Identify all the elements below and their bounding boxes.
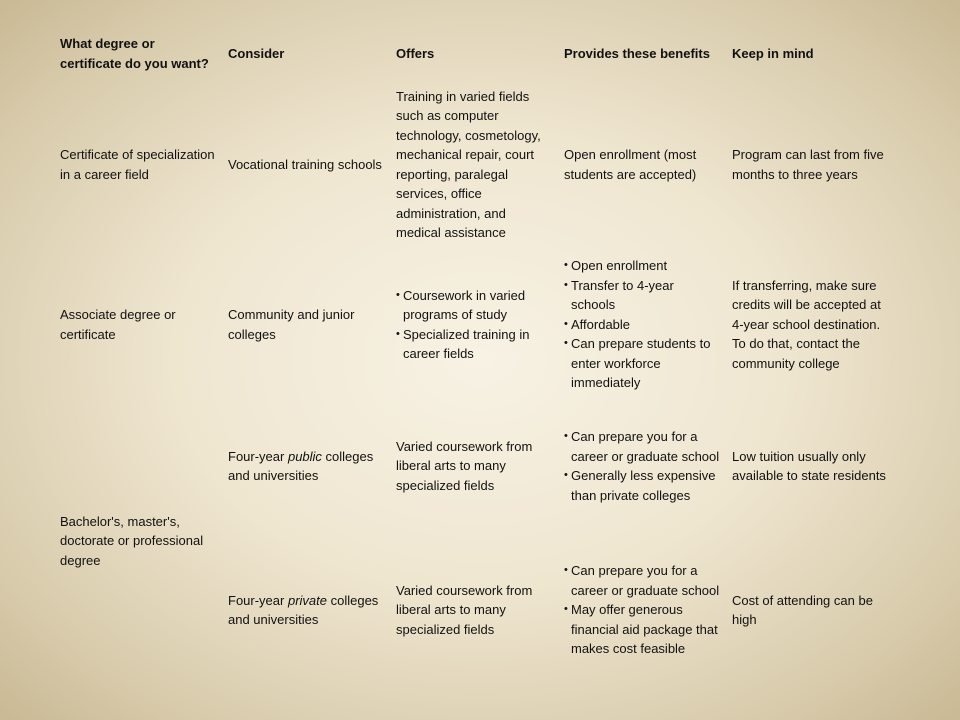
cell-benefits [556, 252, 724, 397]
degree-comparison-table [52, 30, 900, 685]
table-row [52, 252, 900, 397]
list-item: • Generally less expensive than private colleges [564, 466, 720, 505]
cell-consider [220, 535, 388, 685]
cell-consider [220, 397, 388, 535]
header-consider: Consider [228, 45, 285, 61]
cell-keep-in-mind: Low tuition usually only available to state residents [732, 448, 886, 483]
cell-benefits [556, 535, 724, 685]
list-item: • Specialized training in career fields [396, 325, 552, 364]
cell-offers: Varied coursework from liberal arts to many specialized fields [396, 438, 533, 493]
cell-offers: Training in varied fields such as computer technology, cosmetology, mechanical repair, court reporting, paralegal services, office administration, and medical assistance [396, 88, 541, 240]
consider-suffix: colleges and universities [228, 448, 374, 483]
list-item: • Can prepare students to enter workforce immediately [564, 334, 720, 393]
consider-prefix: Four-year [228, 592, 288, 608]
list-item: • Open enrollment [564, 256, 720, 276]
header-keep-in-mind: Keep in mind [732, 45, 814, 61]
cell-benefits: Open enrollment (most students are accepted) [564, 147, 697, 182]
cell-consider: Vocational training schools [228, 156, 382, 172]
consider-prefix: Four-year [228, 448, 288, 464]
benefits-list [564, 427, 720, 505]
header-offers: Offers [396, 45, 435, 61]
table-row [52, 77, 900, 252]
table-row [52, 397, 900, 535]
benefits-list [564, 561, 720, 659]
list-item: • Coursework in varied programs of study [396, 286, 552, 325]
cell-offers: Varied coursework from liberal arts to many specialized fields [396, 582, 533, 637]
consider-suffix: colleges and universities [228, 592, 379, 627]
header-degree: What degree or certificate do you want? [60, 36, 209, 71]
list-item: • Affordable [564, 315, 720, 335]
benefits-list [564, 256, 720, 393]
list-item: • Can prepare you for a career or graduate school [564, 561, 720, 600]
table-header-row [52, 30, 900, 77]
header-benefits: Provides these benefits [564, 45, 710, 61]
cell-degree: Associate degree or certificate [60, 307, 176, 342]
cell-keep-in-mind: Cost of attending can be high [732, 592, 873, 627]
cell-degree: Certificate of specialization in a career field [60, 147, 215, 182]
cell-keep-in-mind: Program can last from five months to three years [732, 147, 884, 182]
cell-keep-in-mind: If transferring, make sure credits will be accepted at 4-year school destination. To do that, contact the community college [732, 277, 881, 371]
consider-emphasis: private [287, 592, 327, 608]
cell-degree: Bachelor's, master's, doctorate or professional degree [60, 513, 204, 568]
list-item: • Transfer to 4-year schools [564, 276, 720, 315]
list-item: • Can prepare you for a career or graduate school [564, 427, 720, 466]
cell-consider: Community and junior colleges [228, 307, 355, 342]
offers-list [396, 286, 552, 364]
cell-benefits [556, 397, 724, 535]
list-item: • May offer generous financial aid package that makes cost feasible [564, 600, 720, 659]
cell-offers [388, 252, 556, 397]
consider-emphasis: public [287, 448, 322, 464]
